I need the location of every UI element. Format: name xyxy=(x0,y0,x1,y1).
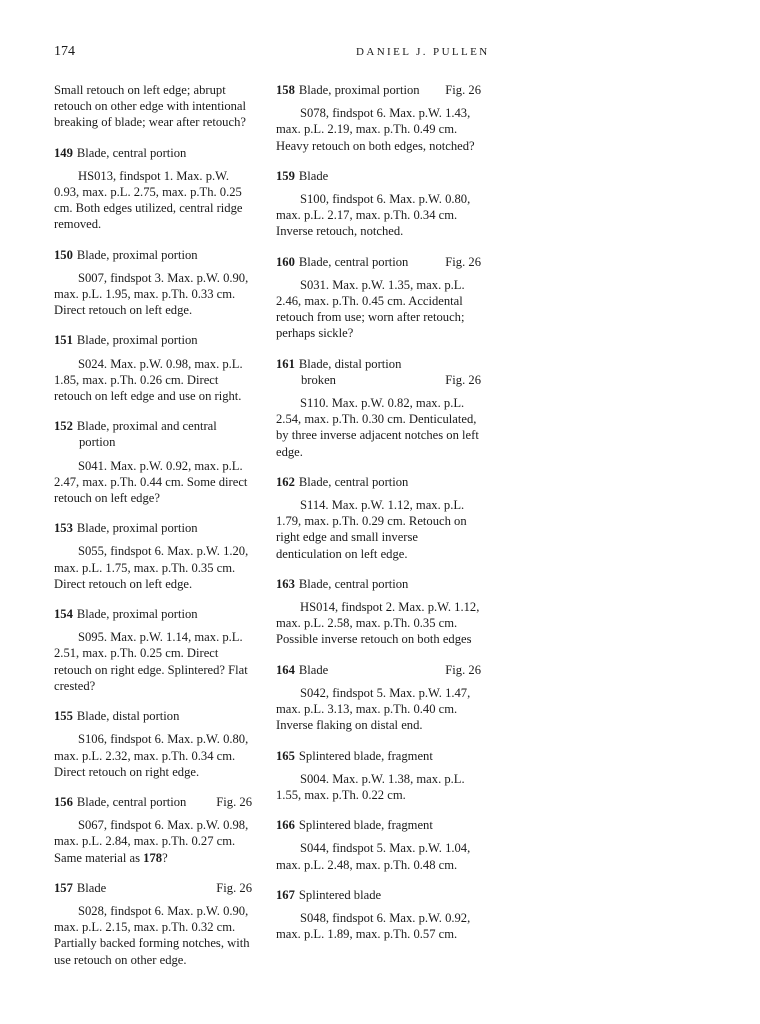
entry-description: HS013, findspot 1. Max. p.W. 0.93, max. p.L. 2.75, max. p.Th. 0.25 cm. Both edges utilized, central ridge removed. xyxy=(54,168,243,232)
entry-title: Blade, central portion xyxy=(76,794,187,809)
entry-description: S031. Max. p.W. 1.35, max. p.L. 2.46, max. p.Th. 0.45 cm. Accidental retouch from use; worn after retouch; perhaps sickle? xyxy=(276,277,465,341)
entry-title: Blade, central portion xyxy=(298,474,409,489)
entry-description: S028, findspot 6. Max. p.W. 0.90, max. p.L. 2.15, max. p.Th. 0.32 cm. Partially backed forming notches, with use retouch on other edge. xyxy=(54,903,250,967)
entry-title-continued: broken Fig. 26 xyxy=(301,372,481,387)
entry-number: 167 xyxy=(276,887,295,902)
entry-title: Splintered blade, fragment xyxy=(298,748,433,763)
entry-heading xyxy=(276,254,481,270)
entry-description: S048, findspot 6. Max. p.W. 0.92, max. p.L. 1.89, max. p.Th. 0.57 cm. xyxy=(276,910,471,942)
catalog-entry xyxy=(54,520,252,592)
entry-number: 158 xyxy=(276,83,295,97)
catalog-entry xyxy=(54,332,252,404)
catalog-entry xyxy=(276,817,481,873)
entry-title: Blade, proximal portion xyxy=(76,247,198,262)
entry-description: HS014, findspot 2. Max. p.W. 1.12, max. p.L. 2.58, max. p.Th. 0.35 cm. Possible inverse retouch on both edges xyxy=(276,600,480,647)
catalog-entry xyxy=(276,356,481,460)
entry-heading xyxy=(276,168,481,184)
catalog-entry xyxy=(276,254,481,342)
page-number: 174 xyxy=(54,44,75,59)
entry-number: 159 xyxy=(276,168,295,183)
catalog-entry xyxy=(276,168,481,240)
catalog-entry xyxy=(276,748,481,804)
catalog-entry xyxy=(54,418,252,506)
catalog-entry xyxy=(54,145,252,233)
catalog-entry xyxy=(54,247,252,319)
entry-title: Blade, proximal and central xyxy=(76,419,217,434)
entry-description: S055, findspot 6. Max. p.W. 1.20, max. p.L. 1.75, max. p.Th. 0.35 cm. Direct retouch on left edge. xyxy=(54,544,249,591)
entry-heading xyxy=(276,748,481,764)
entry-heading xyxy=(276,356,481,388)
entry-heading xyxy=(54,418,252,450)
entry-number: 155 xyxy=(54,709,73,724)
entry-heading xyxy=(54,708,252,724)
entry-heading xyxy=(54,606,252,622)
cross-reference-number: 178 xyxy=(143,850,163,865)
entry-heading xyxy=(54,247,252,263)
catalog-entry xyxy=(54,794,252,866)
entry-title: Blade, proximal portion xyxy=(76,607,198,622)
right-entry-list xyxy=(276,82,481,942)
catalog-entry xyxy=(276,82,481,154)
entry-description: S067, findspot 6. Max. p.W. 0.98, max. p.L. 2.84, max. p.Th. 0.27 cm. Same material as 178? xyxy=(54,818,249,865)
entry-description: S042, findspot 5. Max. p.W. 1.47, max. p.L. 3.13, max. p.Th. 0.40 cm. Inverse flaking on distal end. xyxy=(276,685,471,733)
entry-title: Blade, proximal portion xyxy=(76,333,198,348)
entry-number: 153 xyxy=(54,521,73,536)
entry-title: Blade, central portion xyxy=(298,576,409,591)
entry-heading xyxy=(54,332,252,348)
continued-entry-text: Small retouch on left edge; abrupt retouch on other edge with intentional breaking of blade; wear after retouch? xyxy=(54,83,246,130)
entry-description: S007, findspot 3. Max. p.W. 0.90, max. p.L. 1.95, max. p.Th. 0.33 cm. Direct retouch on left edge. xyxy=(54,270,249,318)
entry-number: 164 xyxy=(276,662,295,677)
entry-description: S114. Max. p.W. 1.12, max. p.L. 1.79, max. p.Th. 0.29 cm. Retouch on right edge and small inverse denticulation on left edge. xyxy=(276,498,467,561)
entry-number: 152 xyxy=(54,419,73,434)
entry-heading xyxy=(276,82,481,98)
entry-title: Splintered blade xyxy=(298,887,382,902)
entry-number: 149 xyxy=(54,145,73,160)
catalog-entry xyxy=(54,880,252,968)
entry-number: 161 xyxy=(276,356,295,371)
entry-heading xyxy=(54,145,252,161)
entry-heading xyxy=(276,817,481,833)
entry-title: Blade, distal portion xyxy=(76,709,180,724)
entry-title: Blade, central portion xyxy=(76,145,187,160)
entry-heading xyxy=(276,662,481,678)
entry-description: S078, findspot 6. Max. p.W. 1.43, max. p.L. 2.19, max. p.Th. 0.49 cm. Heavy retouch on both edges, notched? xyxy=(276,106,475,153)
figure-reference: Fig. 26 xyxy=(445,83,481,97)
entry-title: Blade, distal portion xyxy=(298,356,402,371)
entry-heading xyxy=(54,520,252,536)
entry-number: 157 xyxy=(54,880,73,895)
entry-description: S100, findspot 6. Max. p.W. 0.80, max. p.L. 2.17, max. p.Th. 0.34 cm. Inverse retouch, notched. xyxy=(276,192,471,239)
figure-reference: Fig. 26 xyxy=(216,880,252,895)
entry-number: 162 xyxy=(276,474,295,489)
entry-description: S024. Max. p.W. 0.98, max. p.L. 1.85, max. p.Th. 0.26 cm. Direct retouch on left edge and use on right. xyxy=(54,356,243,404)
figure-reference: Fig. 26 xyxy=(445,372,481,387)
entry-title: Blade xyxy=(298,662,329,677)
entry-description: S110. Max. p.W. 0.82, max. p.L. 2.54, max. p.Th. 0.30 cm. Denticulated, by three inverse adjacent notches on left edge. xyxy=(276,396,479,459)
entry-heading xyxy=(276,474,481,490)
entry-number: 165 xyxy=(276,748,295,763)
entry-description: S044, findspot 5. Max. p.W. 1.04, max. p.L. 2.48, max. p.Th. 0.48 cm. xyxy=(276,841,471,872)
entry-heading xyxy=(276,576,481,592)
entry-description: S106, findspot 6. Max. p.W. 0.80, max. p.L. 2.32, max. p.Th. 0.34 cm. Direct retouch on right edge. xyxy=(54,732,249,779)
catalog-entry xyxy=(276,576,481,648)
running-header-author: DANIEL J. PULLEN xyxy=(356,46,490,58)
entry-title-continued: portion xyxy=(79,435,116,450)
entry-title: Blade, proximal portion xyxy=(298,83,420,97)
figure-reference: Fig. 26 xyxy=(216,794,252,809)
catalog-entry xyxy=(276,662,481,734)
right-column xyxy=(276,82,481,956)
entry-title: Blade xyxy=(76,880,107,895)
catalog-entry xyxy=(54,606,252,694)
catalog-entry xyxy=(276,887,481,943)
entry-number: 150 xyxy=(54,247,73,262)
catalog-entry xyxy=(276,474,481,562)
left-column xyxy=(54,82,252,982)
entry-number: 166 xyxy=(276,818,295,833)
entry-number: 151 xyxy=(54,333,73,348)
left-entry-list xyxy=(54,145,252,968)
entry-description: S095. Max. p.W. 1.14, max. p.L. 2.51, max. p.Th. 0.25 cm. Direct retouch on right edge. Splintered? Flat crested? xyxy=(54,630,248,693)
entry-title: Blade, proximal portion xyxy=(76,521,198,536)
entry-heading xyxy=(276,887,481,903)
entry-title: Splintered blade, fragment xyxy=(298,818,433,833)
entry-title: Blade, central portion xyxy=(298,254,409,269)
figure-reference: Fig. 26 xyxy=(445,254,481,269)
entry-description: S041. Max. p.W. 0.92, max. p.L. 2.47, max. p.Th. 0.44 cm. Some direct retouch on left edge? xyxy=(54,458,248,506)
entry-heading xyxy=(54,880,252,896)
entry-number: 154 xyxy=(54,607,73,622)
entry-number: 156 xyxy=(54,794,73,809)
catalog-entry xyxy=(54,708,252,780)
entry-description: S004. Max. p.W. 1.38, max. p.L. 1.55, max. p.Th. 0.22 cm. xyxy=(276,771,465,802)
figure-reference: Fig. 26 xyxy=(445,662,481,677)
entry-heading xyxy=(54,794,252,810)
entry-title: Blade xyxy=(298,168,329,183)
entry-number: 160 xyxy=(276,254,295,269)
entry-number: 163 xyxy=(276,576,295,591)
